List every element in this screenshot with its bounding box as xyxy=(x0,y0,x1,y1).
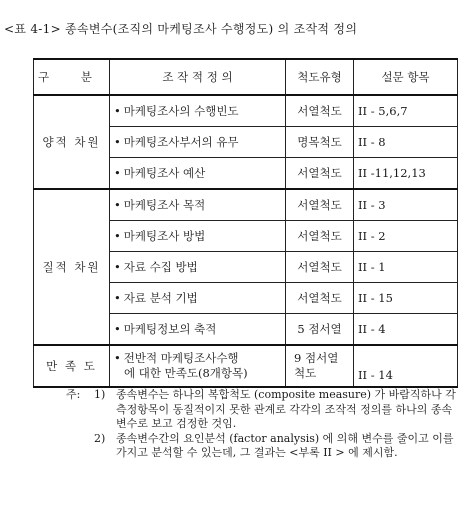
table-row xyxy=(34,345,458,387)
item-cell: II - 5,6,7 xyxy=(354,95,458,127)
scale-cell: 서열척도 xyxy=(286,95,354,127)
scale-cell xyxy=(286,345,354,387)
header-definition: 조 작 적 정 의 xyxy=(110,59,286,95)
table-caption: <표 4-1> 종속변수(조직의 마케팅조사 수행정도) 의 조작적 정의 xyxy=(4,22,358,36)
category-quantitative: 양적 차원 xyxy=(34,95,110,189)
scale-cell: 서열척도 xyxy=(286,189,354,221)
scale-cell: 5 점서열 xyxy=(286,314,354,346)
definition-cell xyxy=(110,127,286,158)
item-cell: II - 8 xyxy=(354,127,458,158)
bullet: • xyxy=(114,104,121,118)
header-category: 구 분 xyxy=(34,59,110,95)
definition-cell xyxy=(110,95,286,127)
scale-text: 9 점서열 xyxy=(294,351,339,365)
operational-definition-table xyxy=(33,58,458,388)
footnotes xyxy=(66,388,461,461)
bullet: • xyxy=(114,166,121,180)
item-cell: II - 3 xyxy=(354,189,458,221)
definition-text: 전반적 마케팅조사수행 xyxy=(123,351,239,365)
footnote-number: 1) xyxy=(94,388,106,401)
footnote-text: 종속변수는 하나의 복합척도 (composite measure) 가 바람직하나 각 측정항목이 동질적이지 못한 관계로 각각의 조작적 정의를 하나의 종속변수로 보고 검정한 것임. xyxy=(116,388,456,430)
item-cell: II - 1 xyxy=(354,252,458,283)
footnote-text: 종속변수간의 요인분석 (factor analysis) 에 의해 변수를 줄이고 이를 가지고 분석할 수 있는데, 그 결과는 <부록 II > 에 제시함. xyxy=(116,431,454,459)
definition-text: 마케팅조사의 수행빈도 xyxy=(123,104,239,118)
definition-cell xyxy=(110,221,286,252)
definition-text: 마케팅조사 예산 xyxy=(123,166,206,180)
bullet: • xyxy=(114,198,121,212)
definition-cell xyxy=(110,314,286,346)
scale-cell: 서열척도 xyxy=(286,252,354,283)
category-satisfaction: 만 족 도 xyxy=(34,345,110,387)
bullet: • xyxy=(114,229,121,243)
scale-cell: 서열척도 xyxy=(286,158,354,190)
definition-cell xyxy=(110,283,286,314)
footnote-label: 주: xyxy=(66,388,81,401)
definition-text: 에 대한 만족도(8개항목) xyxy=(124,366,248,380)
item-cell: II - 4 xyxy=(354,314,458,346)
definition-cell xyxy=(110,252,286,283)
bullet: • xyxy=(114,351,121,365)
table-header-row xyxy=(34,59,458,95)
scale-cell: 서열척도 xyxy=(286,283,354,314)
footnote-number: 2) xyxy=(94,431,106,445)
header-item: 설문 항목 xyxy=(354,59,458,95)
bullet: • xyxy=(114,291,121,305)
item-cell: II - 14 xyxy=(354,345,458,387)
table-row xyxy=(34,95,458,127)
item-cell: II -11,12,13 xyxy=(354,158,458,190)
footnote xyxy=(66,432,461,461)
scale-cell: 명목척도 xyxy=(286,127,354,158)
footnote xyxy=(66,388,461,432)
scale-cell: 서열척도 xyxy=(286,221,354,252)
header-scale: 척도유형 xyxy=(286,59,354,95)
bullet: • xyxy=(114,322,121,336)
bullet: • xyxy=(114,260,121,274)
bullet: • xyxy=(114,135,121,149)
definition-cell xyxy=(110,345,286,387)
scale-text: 척도 xyxy=(294,366,317,380)
item-cell: II - 2 xyxy=(354,221,458,252)
definition-cell xyxy=(110,158,286,190)
category-qualitative: 질적 차원 xyxy=(34,189,110,345)
definition-text: 마케팅조사 목적 xyxy=(123,198,206,212)
definition-text: 마케팅정보의 축적 xyxy=(123,322,217,336)
definition-text: 자료 수집 방법 xyxy=(123,260,198,274)
definition-text: 마케팅조사부서의 유무 xyxy=(123,135,239,149)
definition-text: 마케팅조사 방법 xyxy=(123,229,206,243)
definition-text: 자료 분석 기법 xyxy=(123,291,198,305)
table-row xyxy=(34,189,458,221)
definition-cell xyxy=(110,189,286,221)
item-cell: II - 15 xyxy=(354,283,458,314)
